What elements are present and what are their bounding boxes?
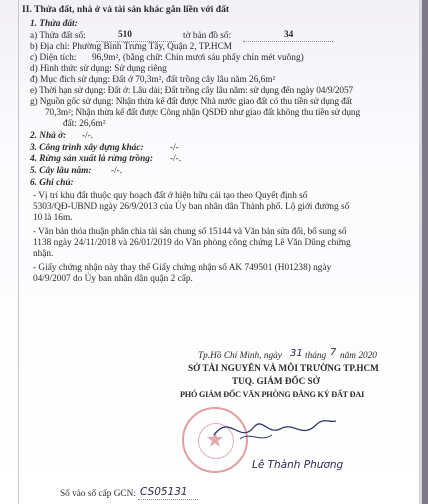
origin-line-2: 70,3m²; Nhận thừa kế đất được Công nhận QSDĐ như giao đất không thu tiền sử dụng	[45, 108, 360, 118]
usage-form-line: d) Hình thức sử dụng: Sử dụng riêng	[30, 64, 167, 74]
origin-line-3: đất: 26,6m²	[63, 119, 106, 129]
item4-label: 4. Rừng sản xuất là rừng trồng:	[30, 154, 153, 164]
address-line: b) Địa chỉ: Phường Bình Trưng Tây, Quận 2, TP.HCM	[30, 42, 233, 52]
page-border-line	[18, 0, 19, 504]
item2-value: -/-.	[82, 131, 94, 141]
note2-line-1: - Văn bản thỏa thuận phân chia tài sản chung số 15144 và Văn bản sửa đổi, bổ sung số	[33, 227, 347, 237]
note2-line-2: 1138 ngày 24/11/2018 và 26/01/2019 do Văn phòng công chứng Lê Văn Dũng chứng	[33, 238, 351, 248]
item1-title: 1. Thửa đất:	[30, 19, 78, 29]
area-label: c) Diện tích:	[30, 53, 77, 63]
date-year: năm 2020	[340, 351, 377, 361]
date-place: Tp.Hồ Chí Minh, ngày	[198, 351, 282, 361]
note3-line-1: - Giấy chứng nhận này thay thế Giấy chứng nhận số AK 749501 (H01238) ngày	[33, 263, 332, 273]
registry-label: Số vào sổ cấp GCN:	[60, 489, 136, 499]
item2-label: 2. Nhà ở:	[30, 131, 67, 141]
purpose-line: đ) Mục đích sử dụng: Đất ở 70,3m², đất trồng cây lâu năm 26,6m²	[30, 75, 276, 85]
scan-edge	[422, 0, 428, 504]
registry-value: CS05131	[140, 486, 188, 498]
item5-label: 5. Cây lâu năm:	[30, 166, 92, 176]
item3-label: 3. Công trình xây dựng khác:	[30, 143, 144, 153]
item6-label: 6. Ghi chú:	[30, 178, 74, 188]
item4-value: -/-.	[170, 154, 182, 164]
signature-scribble	[210, 405, 340, 450]
note3-line-2: 04/9/2007 do Ủy ban nhân dân quận 2 cấp.	[33, 274, 193, 284]
signer-name: Lê Thành Phương	[252, 459, 344, 471]
item5-value: -/-.	[111, 166, 123, 176]
signer-tuq: TUQ. GIÁM ĐỐC SỞ	[232, 376, 320, 386]
note1-line-2: 5303/QĐ-UBND ngày 26/9/2013 của Ủy ban nhân dân Thành phố. Lộ giới đường số	[33, 202, 350, 212]
date-month: 7	[330, 347, 337, 358]
area-value: 96,9m², (bằng chữ: Chín mươi sáu phẩy chín mét vuông)	[92, 53, 304, 63]
map-dots	[243, 41, 333, 42]
origin-line-1: g) Nguồn gốc sử dụng: Nhận thừa kế đất được Nhà nước giao đất có thu tiền sử dụng đất	[30, 97, 353, 107]
signer-title: PHÓ GIÁM ĐỐC VĂN PHÒNG ĐĂNG KÝ ĐẤT ĐAI	[180, 390, 365, 399]
map-label: tờ bản đồ số:	[183, 31, 232, 41]
note1-line-3: 10 là 16m.	[33, 213, 73, 223]
item3-value: -/-	[170, 143, 179, 153]
parcel-number: 510	[118, 30, 132, 40]
map-number: 34	[284, 30, 294, 40]
signer-org: SỞ TÀI NGUYÊN VÀ MÔI TRƯỜNG TP.HCM	[188, 363, 379, 373]
term-line: e) Thời hạn sử dụng: Đất ở: Lâu dài; Đất trồng cây lâu năm: sử dụng đến ngày 04/9/2057	[30, 86, 354, 96]
registry-dots	[138, 499, 198, 500]
section-title: II. Thửa đất, nhà ở và tài sản khác gắn liền với đất	[22, 4, 230, 15]
note1-line-1: - Vị trí khu đất thuộc quy hoạch đất ở hiện hữu cải tạo theo Quyết định số	[33, 191, 308, 201]
date-month-label: tháng	[305, 351, 327, 361]
date-day: 31	[290, 348, 303, 359]
note2-line-3: nhận.	[33, 249, 54, 259]
parcel-label: a) Thửa đất số:	[30, 31, 86, 41]
